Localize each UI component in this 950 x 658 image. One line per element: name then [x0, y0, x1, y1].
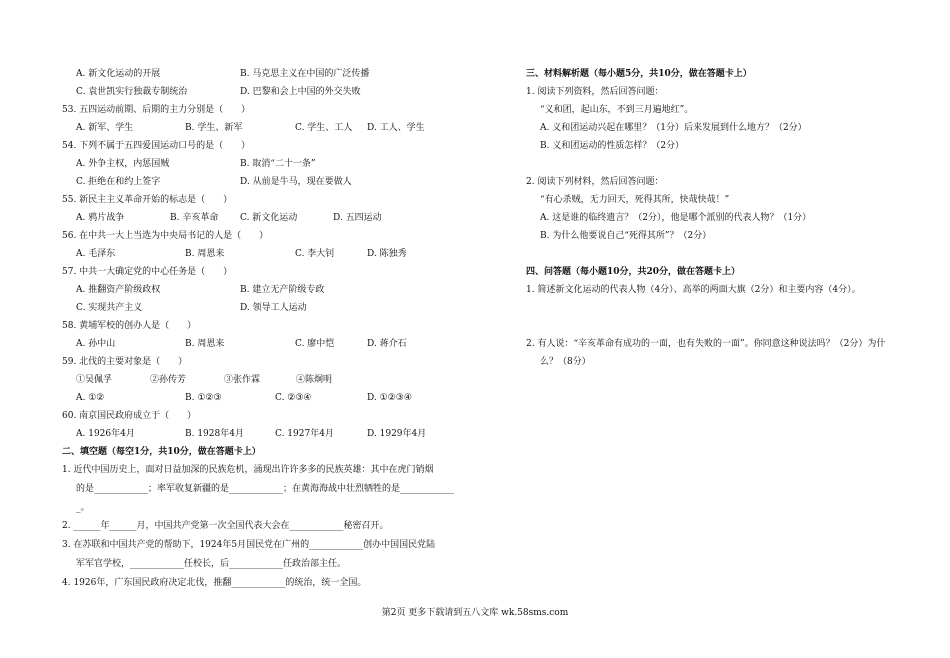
q59-option-a: A. ①②	[76, 393, 105, 403]
q57-option-d: D. 领导工人运动	[240, 303, 307, 313]
q57-option-c: C. 实现共产主义	[76, 303, 143, 313]
q56-option-b: B. 周恩来	[185, 249, 225, 259]
q56-option-c: C. 李大钊	[295, 249, 335, 259]
q60-option-c: C. 1927年4月	[275, 429, 334, 439]
q60-option-d: D. 1929年4月	[367, 429, 427, 439]
question-54: 54. 下列不属于五四爱国运动口号的是（ ）	[62, 141, 251, 151]
material-2-quote: “有心杀贼，无力回天，死得其所，快哉快哉！”	[540, 195, 730, 205]
q59-item-4: ④陈炯明	[296, 375, 333, 385]
question-57: 57. 中共一大确定党的中心任务是（ ）	[62, 267, 233, 277]
q56-option-d: D. 陈独秀	[367, 249, 407, 259]
q55-option-a: A. 鸦片战争	[76, 213, 125, 223]
question-60: 60. 南京国民政府成立于（ ）	[62, 411, 197, 421]
fill-4: 4. 1926年，广东国民政府决定北伐，推翻____________的统治，统一全国。	[62, 578, 367, 588]
q57-option-b: B. 建立无产阶级专政	[240, 285, 325, 295]
q59-option-b: B. ①②③	[185, 393, 222, 403]
q58-option-d: D. 蒋介石	[367, 339, 407, 349]
q60-option-b: B. 1928年4月	[185, 429, 244, 439]
q53-option-d: D. 工人、学生	[367, 123, 425, 133]
fill-3-line-1: 3. 在苏联和中国共产党的帮助下，1924年5月国民党在广州的____________创办中国国民党陆	[62, 540, 436, 550]
material-2-question-a: A. 这是谁的临终遗言？（2分），他是哪个派别的代表人物？（1分）	[540, 213, 812, 223]
fill-1-line-3: _。	[76, 503, 90, 513]
fill-2: 2. ______年______月，中国共产党第一次全国代表大会在____________秘密召开。	[62, 521, 389, 531]
q53-option-c: C. 学生、工人	[295, 123, 353, 133]
essay-question-1: 1. 简述新文化运动的代表人物（4分）、高举的两面大旗（2分）和主要内容（4分）。	[526, 285, 861, 295]
q59-item-3: ③张作霖	[224, 375, 261, 385]
q59-option-d: D. ①②③④	[367, 393, 412, 403]
q54-option-d: D. 从前是牛马，现在要做人	[240, 177, 352, 187]
q59-item-1: ①吴佩孚	[76, 375, 113, 385]
q54-option-c: C. 拒绝在和约上签字	[76, 177, 161, 187]
fill-3-line-2: 军军官学校，____________任校长，后____________任政治部主任。	[76, 559, 347, 569]
page-footer: 第2页 更多下载请到五八文库 wk.58sms.com	[381, 608, 569, 618]
q57-option-a: A. 推翻资产阶级政权	[76, 285, 161, 295]
fill-1-line-2: 的是____________；率军收复新疆的是____________；在黄海海战中壮烈牺牲的是____________	[76, 484, 455, 494]
fill-1-line-1: 1. 近代中国历史上，面对日益加深的民族危机，涌现出许许多多的民族英雄：其中在虎门销烟	[62, 465, 434, 475]
material-2-prompt: 2. 阅读下列材料，然后回答问题：	[526, 177, 664, 187]
question-59: 59. 北伐的主要对象是（ ）	[62, 357, 188, 367]
q53-option-a: A. 新军、学生	[76, 123, 134, 133]
material-1-question-a: A. 义和团运动兴起在哪里？（1分）后来发展到什么地方？（2分）	[540, 123, 807, 133]
question-58: 58. 黄埔军校的创办人是（ ）	[62, 321, 197, 331]
q55-option-c: C. 新文化运动	[240, 213, 298, 223]
q52-option-a: A. 新文化运动的开展	[76, 69, 161, 79]
q55-option-d: D. 五四运动	[333, 213, 382, 223]
material-2-question-b: B. 为什么他要说自己“死得其所”？（2分）	[540, 231, 712, 241]
question-55: 55. 新民主主义革命开始的标志是（ ）	[62, 195, 233, 205]
q56-option-a: A. 毛泽东	[76, 249, 116, 259]
q60-option-a: A. 1926年4月	[76, 429, 135, 439]
question-53: 53. 五四运动前期、后期的主力分别是（ ）	[62, 105, 251, 115]
q52-option-b: B. 马克思主义在中国的广泛传播	[240, 69, 370, 79]
essay-question-2-line-1: 2. 有人说：“辛亥革命有成功的一面，也有失败的一面”。你同意这种说法吗？（2分）为什	[526, 339, 886, 349]
q58-option-a: A. 孙中山	[76, 339, 116, 349]
essay-question-2-line-2: 么？（8分）	[540, 357, 591, 367]
q59-item-2: ②孙传芳	[150, 375, 187, 385]
question-56: 56. 在中共一大上当选为中央局书记的人是（ ）	[62, 231, 269, 241]
q54-option-b: B. 取消“二十一条”	[240, 159, 316, 169]
q52-option-c: C. 袁世凯实行独裁专制统治	[76, 87, 188, 97]
section-3-title: 三、材料解析题（每小题5分，共10分，做在答题卡上）	[526, 69, 752, 79]
section-2-title: 二、填空题（每空1分，共10分，做在答题卡上）	[62, 447, 261, 457]
material-1-prompt: 1. 阅读下列资料，然后回答问题：	[526, 87, 664, 97]
q58-option-c: C. 廖中恺	[295, 339, 335, 349]
material-1-quote: “义和团，起山东，不到三月遍地红”。	[540, 105, 694, 115]
q55-option-b: B. 辛亥革命	[170, 213, 219, 223]
q53-option-b: B. 学生、新军	[185, 123, 243, 133]
q58-option-b: B. 周恩来	[185, 339, 225, 349]
section-4-title: 四、问答题（每小题10分，共20分，做在答题卡上）	[526, 267, 741, 277]
material-1-question-b: B. 义和团运动的性质怎样？（2分）	[540, 141, 685, 151]
q54-option-a: A. 外争主权，内惩国贼	[76, 159, 170, 169]
q59-option-c: C. ②③④	[275, 393, 312, 403]
q52-option-d: D. 巴黎和会上中国的外交失败	[240, 87, 361, 97]
